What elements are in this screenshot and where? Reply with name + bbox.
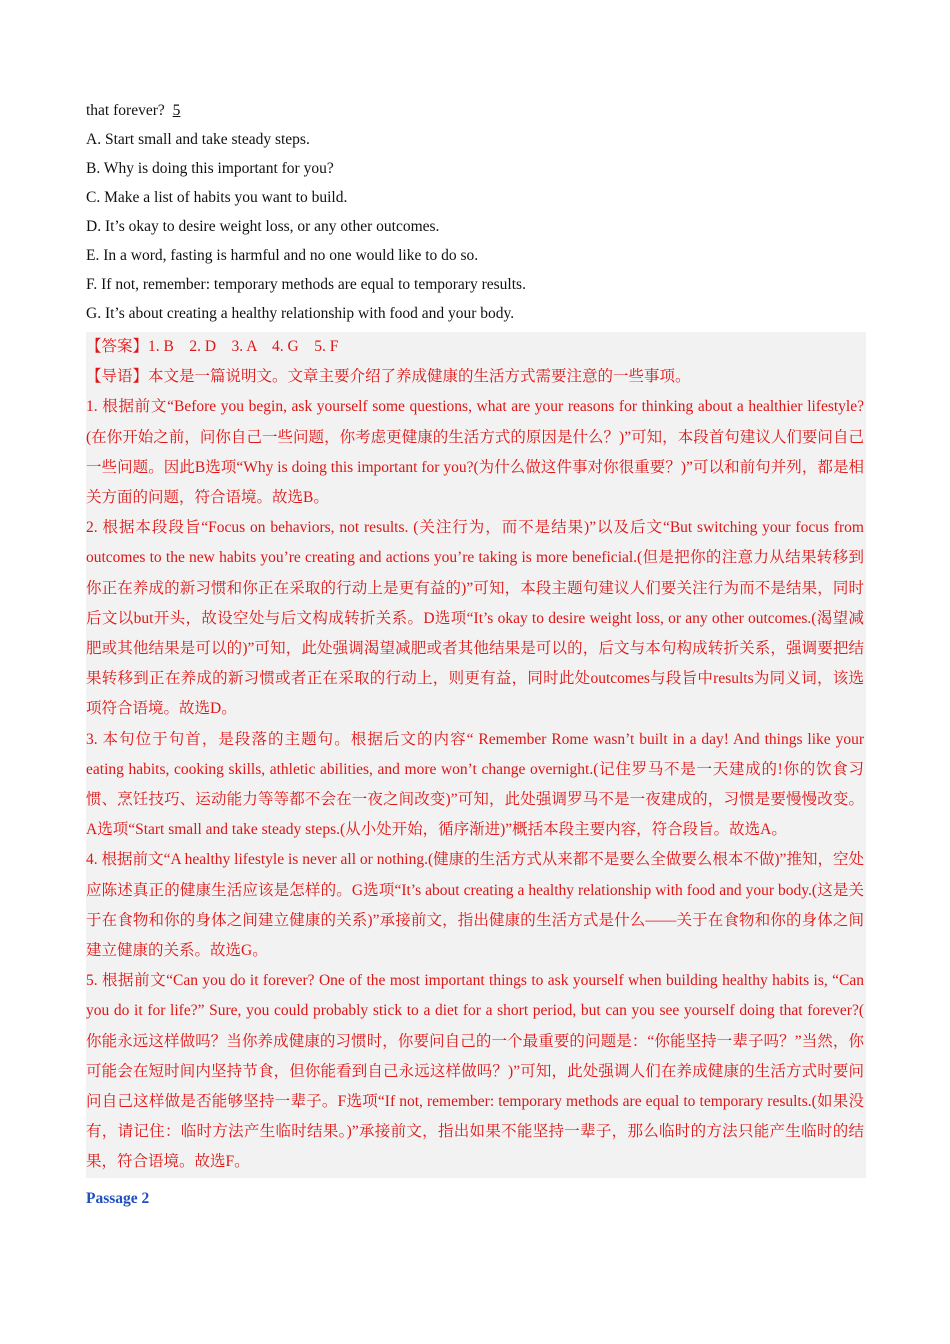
analysis-block	[86, 332, 866, 1178]
guide-tag: 【导语】	[86, 368, 149, 386]
option-d: D. It’s okay to desire weight loss, or any other outcomes.	[86, 218, 440, 235]
explanation-1: 1. 根据前文“Before you begin, ask yourself some questions, what are your reasons for thinking about a healthier lifestyle?(在你开始之前，问你自己一些问题，你考虑更健康的生活方式的原因是什么？)”可知，本段首句建议人们要问自己一些问题。因此B选项“Why is doing this important for you?(为什么做这件事对你很重要？)”可以和前句并列，都是相关方面的问题，符合语境。故选B。	[86, 398, 864, 507]
option-a: A. Start small and take steady steps.	[86, 131, 310, 148]
answer-line	[86, 332, 864, 362]
option-c: C. Make a list of habits you want to build.	[86, 189, 348, 206]
question-tail	[86, 96, 864, 125]
passage-heading: Passage 2	[86, 1189, 150, 1207]
option-f: F. If not, remember: temporary methods are equal to temporary results.	[86, 276, 526, 293]
answer-text: 1. B 2. D 3. A 4. G 5. F	[148, 338, 339, 355]
options-list	[86, 125, 864, 328]
question-text: that forever?	[86, 102, 169, 119]
explanation-4: 4. 根据前文“A healthy lifestyle is never all or nothing.(健康的生活方式从来都不是要么全做要么根本不做)”推知，空处应陈述真正的健康生活应该是怎样的。G选项“It’s about creating a healthy relationship with food and your body.(这是关于在食物和你的身体之间建立健康的关系)”承接前文，指出健康的生活方式是什么——关于在食物和你的身体之间建立健康的关系。故选G。	[86, 851, 864, 960]
explanation-2: 2. 根据本段段旨“Focus on behaviors, not results. (关注行为，而不是结果)”以及后文“But switching your focus from outcomes to the new habits you’re creating and actions you’re taking is more beneficial.(但是把你的注意力从结果转移到你正在养成的新习惯和你正在采取的行动上是更有益的)”可知，本段主题句建议人们要关注行为而不是结果，同时后文以but开头，故设空处与后文构成转折关系。D选项“It’s okay to desire weight loss, or any other outcomes.(渴望减肥或其他结果是可以的)”可知，此处强调渴望减肥或者其他结果是可以的，后文与本句构成转折关系，强调要把结果转移到正在养成的新习惯或者正在采取的行动上，则更有益，同时此处outcomes与段旨中results为同义词，该选项符合语境。故选D。	[86, 519, 864, 718]
option-b: B. Why is doing this important for you?	[86, 160, 334, 177]
guide-text: 本文是一篇说明文。文章主要介绍了养成健康的生活方式需要注意的一些事项。	[148, 368, 691, 386]
explanation-3: 3. 本句位于句首，是段落的主题句。根据后文的内容“ Remember Rome wasn’t built in a day! And things like your eating habits, cooking skills, athletic abilities, and more won’t change overnight.(记住罗马不是一天建成的!你的饮食习惯、烹饪技巧、运动能力等等都不会在一夜之间改变)”可知，此处强调罗马不是一夜建成的，习惯是要慢慢改变。A选项“Start small and take steady steps.(从小处开始，循序渐进)”概括本段主要内容，符合段旨。故选A。	[86, 730, 864, 839]
guide-line	[86, 362, 864, 392]
option-e: E. In a word, fasting is harmful and no one would like to do so.	[86, 247, 479, 264]
option-g: G. It’s about creating a healthy relationship with food and your body.	[86, 305, 515, 322]
answer-blank: 5	[172, 102, 181, 119]
document-page	[86, 96, 864, 1214]
explanation-5: 5. 根据前文“Can you do it forever? One of the most important things to ask yourself when building healthy habits is, “Can you do it for life?” Sure, you could probably stick to a diet for a short period, but can you see yourself doing that forever?( 你能永远这样做吗？当你养成健康的习惯时，你要问自己的一个最重要的问题是：“你能坚持一辈子吗？”当然，你可能会在短时间内坚持节食，但你能看到自己永远这样做吗？)”可知，此处强调人们在养成健康的生活方式时要问问自己这样做是否能够坚持一辈子。F选项“If not, remember: temporary methods are equal to temporary results.(如果没有，请记住：临时方法产生临时结果。)”承接前文，指出如果不能坚持一辈子，那么临时的方法只能产生临时的结果，符合语境。故选F。	[86, 972, 864, 1171]
answer-tag: 【答案】	[86, 338, 149, 355]
